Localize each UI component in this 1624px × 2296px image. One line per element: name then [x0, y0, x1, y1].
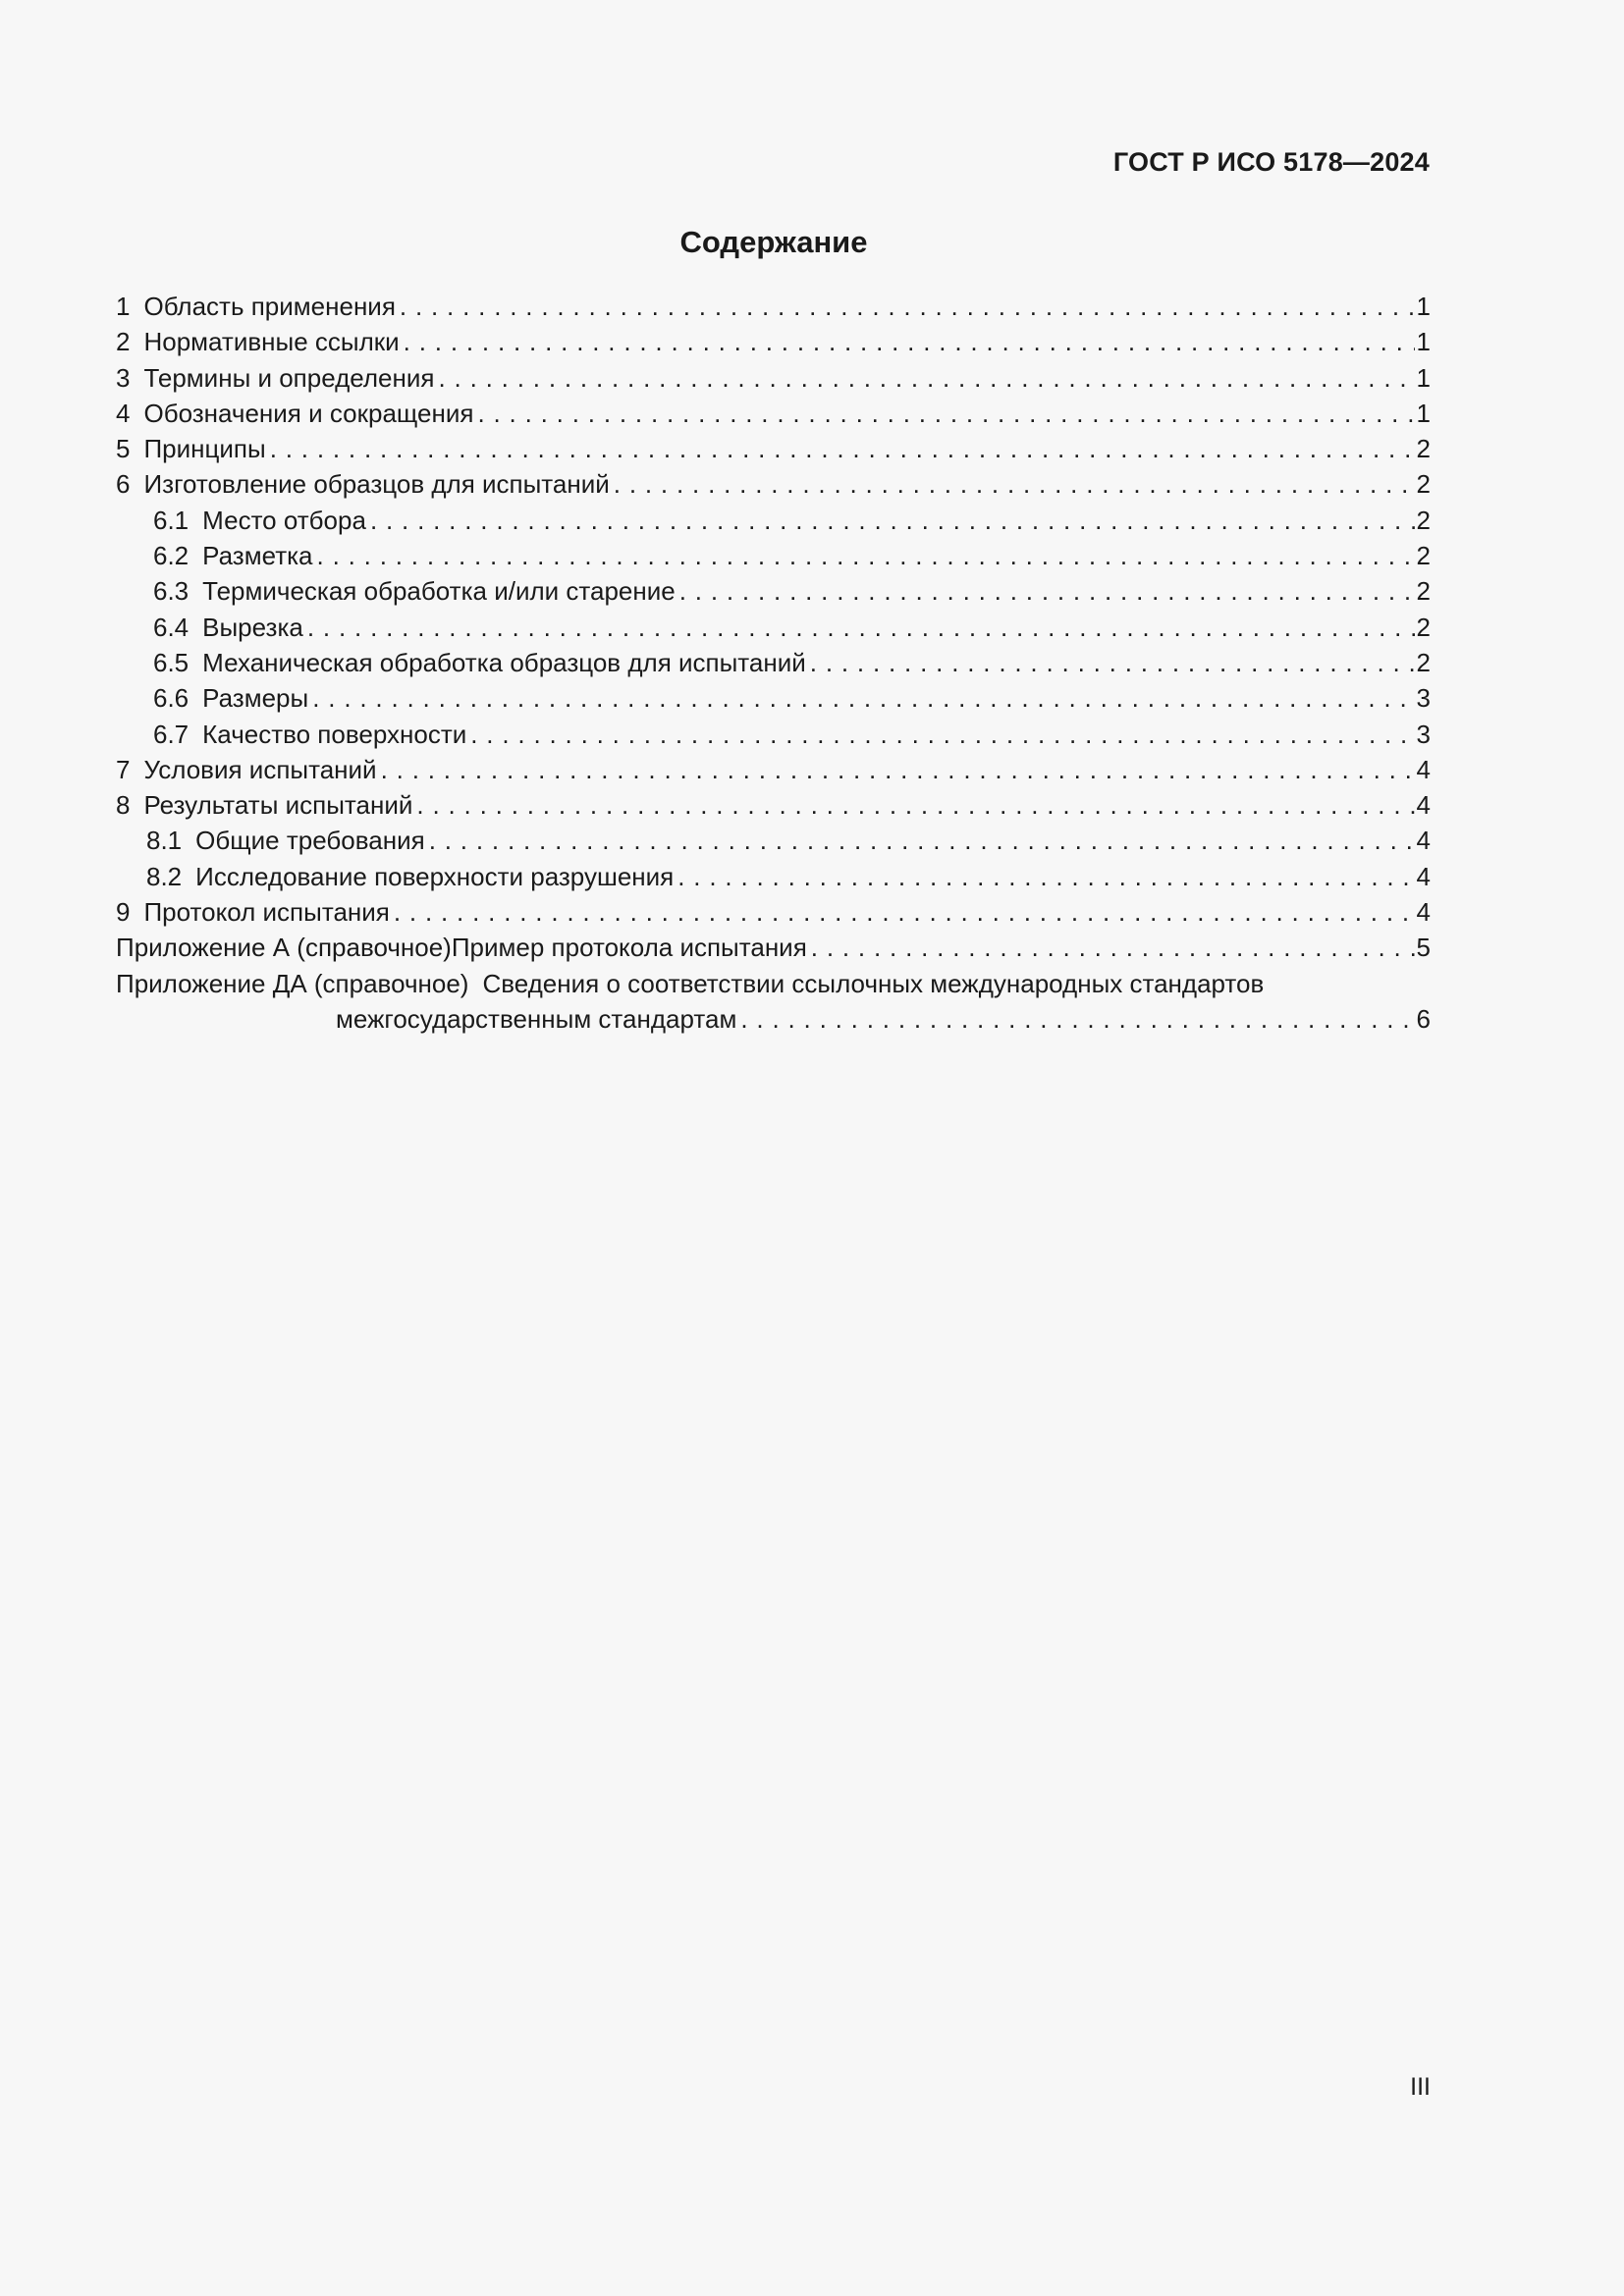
- toc-entry-number: 8: [116, 790, 131, 821]
- toc-entry-label: Качество поверхности: [202, 719, 467, 749]
- toc-entry-number: 6.3: [153, 576, 189, 607]
- toc-entry-number: 8.2: [146, 861, 183, 891]
- toc-entry-page: 2: [1416, 434, 1431, 464]
- toc-entry-page: 6: [1416, 1003, 1431, 1034]
- toc-entry-number: 6.2: [153, 541, 189, 571]
- toc-entry-page: 2: [1416, 505, 1431, 535]
- toc-entry-number: 4: [116, 398, 131, 428]
- toc-appendix-entry[interactable]: [116, 930, 1431, 965]
- toc-entry-label: Нормативные ссылки: [143, 327, 400, 357]
- toc-entry-page: 4: [1416, 861, 1431, 891]
- toc-entry-number: 3: [116, 362, 131, 393]
- toc-entry-label: Термины и определения: [143, 362, 435, 393]
- toc-entry-label: Обозначения и сокращения: [143, 398, 474, 428]
- document-id-header: ГОСТ Р ИСО 5178—2024: [1112, 147, 1430, 177]
- toc-subentry[interactable]: [116, 680, 1431, 716]
- toc-entry-number: 6.7: [153, 719, 189, 749]
- toc-leader-dots: [810, 645, 1415, 680]
- toc-entry-page: 4: [1416, 897, 1431, 928]
- toc-entry-number: 6.6: [153, 683, 189, 714]
- toc-entry-number: 9: [116, 897, 131, 928]
- toc-appendix-title: Сведения о соответствии ссылочных международных стандартов: [482, 968, 1265, 998]
- toc-leader-dots: [312, 680, 1414, 716]
- toc-subentry[interactable]: [116, 823, 1431, 858]
- toc-appendix-title-continuation: межгосударственным стандартам: [336, 1003, 737, 1034]
- toc-entry-label: Принципы: [143, 434, 266, 464]
- toc-appendix-entry[interactable]: [116, 966, 1431, 1001]
- toc-entry-page: 4: [1416, 754, 1431, 784]
- toc-leader-dots: [429, 823, 1415, 858]
- toc-entry-page: 5: [1416, 933, 1431, 963]
- toc-leader-dots: [400, 289, 1415, 324]
- toc-leader-dots: [811, 930, 1415, 965]
- toc-entry-page: 1: [1416, 292, 1431, 321]
- toc-entry-label: Изготовление образцов для испытаний: [143, 469, 610, 500]
- toc-subentry[interactable]: [116, 645, 1431, 680]
- toc-entry-page: 3: [1416, 719, 1431, 749]
- toc-appendix-title: Пример протокола испытания: [451, 933, 807, 963]
- toc-entry-number: 1: [116, 292, 131, 321]
- toc-entry-page: 2: [1416, 647, 1431, 677]
- toc-entry-page: 2: [1416, 576, 1431, 607]
- toc-entry-number: 6.4: [153, 612, 189, 642]
- toc-entry[interactable]: [116, 894, 1431, 930]
- toc-leader-dots: [394, 894, 1415, 930]
- toc-entry-label: Вырезка: [202, 612, 303, 642]
- toc-subentry[interactable]: [116, 859, 1431, 894]
- toc-entry-page: 1: [1416, 327, 1431, 357]
- toc-leader-dots: [270, 431, 1415, 466]
- toc-entry[interactable]: [116, 289, 1431, 324]
- toc-entry-number: 2: [116, 327, 131, 357]
- toc-entry[interactable]: [116, 360, 1431, 396]
- toc-appendix-label: Приложение ДА (справочное): [116, 968, 469, 998]
- toc-leader-dots: [470, 717, 1414, 752]
- toc-entry-page: 4: [1416, 790, 1431, 821]
- toc-leader-dots: [381, 752, 1415, 787]
- toc-appendix-continuation[interactable]: [116, 1001, 1431, 1037]
- toc-leader-dots: [404, 324, 1415, 359]
- toc-entry-page: 3: [1416, 683, 1431, 714]
- toc-entry-number: 5: [116, 434, 131, 464]
- toc-entry[interactable]: [116, 431, 1431, 466]
- toc-entry-label: Область применения: [143, 292, 396, 321]
- toc-leader-dots: [438, 360, 1414, 396]
- toc-leader-dots: [477, 396, 1414, 431]
- toc-entry[interactable]: [116, 324, 1431, 359]
- toc-title: Содержание: [679, 225, 868, 259]
- toc-entry-number: 6: [116, 469, 131, 500]
- toc-entry-label: Место отбора: [202, 505, 366, 535]
- toc-entry-number: 6.1: [153, 505, 189, 535]
- table-of-contents: [116, 289, 1431, 1037]
- toc-entry-page: 2: [1416, 612, 1431, 642]
- toc-entry-number: 8.1: [146, 826, 183, 856]
- toc-leader-dots: [307, 610, 1415, 645]
- toc-leader-dots: [416, 787, 1414, 823]
- toc-entry-page: 2: [1416, 541, 1431, 571]
- toc-leader-dots: [677, 859, 1414, 894]
- toc-entry-number: 7: [116, 754, 131, 784]
- toc-entry[interactable]: [116, 752, 1431, 787]
- toc-leader-dots: [370, 503, 1415, 538]
- toc-subentry[interactable]: [116, 717, 1431, 752]
- toc-entry[interactable]: [116, 396, 1431, 431]
- toc-subentry[interactable]: [116, 610, 1431, 645]
- toc-entry-label: Механическая обработка образцов для испытаний: [202, 647, 806, 677]
- toc-entry-label: Разметка: [202, 541, 313, 571]
- toc-entry-number: 6.5: [153, 647, 189, 677]
- toc-entry[interactable]: [116, 787, 1431, 823]
- toc-subentry[interactable]: [116, 538, 1431, 573]
- toc-entry[interactable]: [116, 466, 1431, 502]
- page-number: III: [1410, 2073, 1431, 2101]
- toc-appendix-label: Приложение А (справочное): [116, 933, 452, 963]
- toc-leader-dots: [317, 538, 1415, 573]
- toc-entry-page: 4: [1416, 826, 1431, 856]
- toc-subentry[interactable]: [116, 573, 1431, 609]
- toc-entry-page: 1: [1416, 362, 1431, 393]
- toc-entry-label: Размеры: [202, 683, 309, 714]
- toc-entry-label: Термическая обработка и/или старение: [202, 576, 676, 607]
- toc-entry-label: Результаты испытаний: [143, 790, 413, 821]
- toc-subentry[interactable]: [116, 503, 1431, 538]
- toc-leader-dots: [679, 573, 1415, 609]
- toc-entry-label: Исследование поверхности разрушения: [195, 861, 675, 891]
- toc-entry-page: 2: [1416, 469, 1431, 500]
- toc-entry-label: Общие требования: [195, 826, 425, 856]
- toc-leader-dots: [740, 1001, 1414, 1037]
- toc-leader-dots: [614, 466, 1415, 502]
- toc-entry-label: Условия испытаний: [143, 754, 377, 784]
- toc-entry-page: 1: [1416, 398, 1431, 428]
- toc-entry-label: Протокол испытания: [143, 897, 390, 928]
